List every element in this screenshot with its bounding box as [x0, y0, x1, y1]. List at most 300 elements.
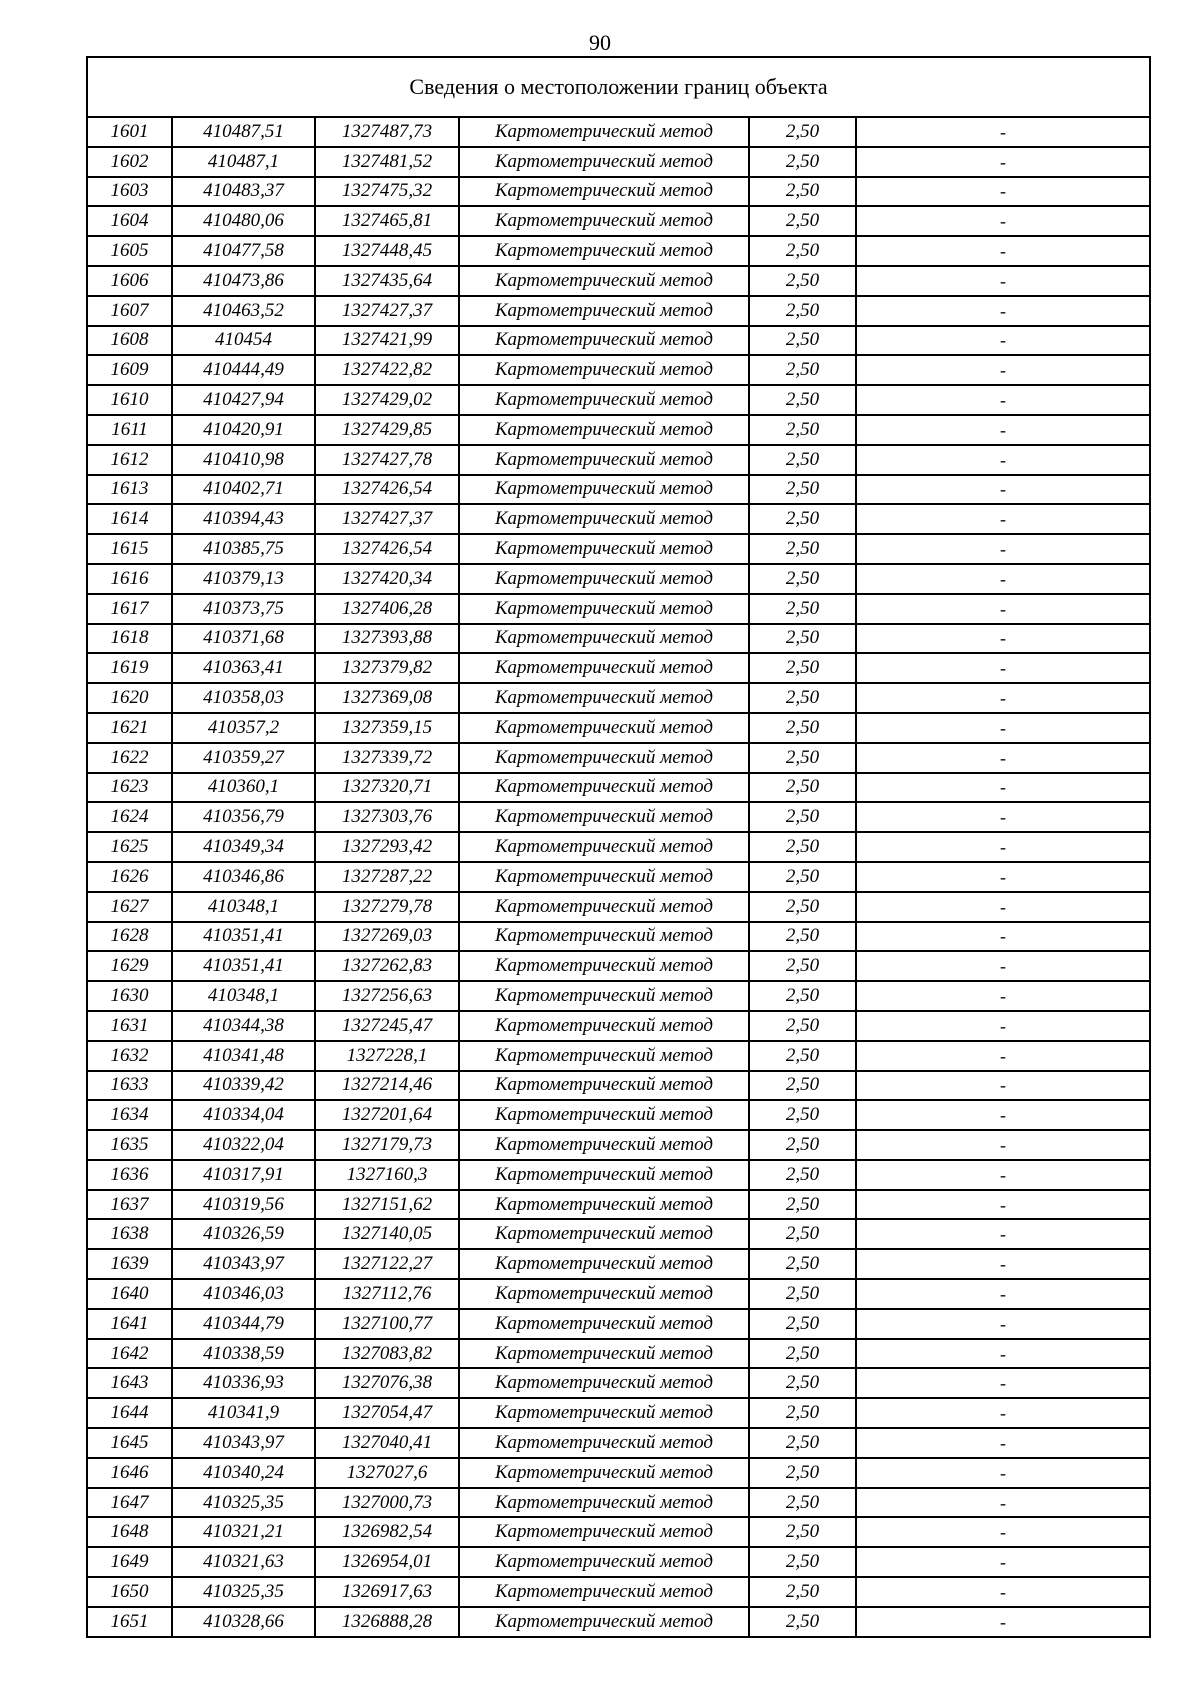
y-coordinate-cell: 1327279,78 — [315, 892, 459, 922]
description-cell: - — [856, 1368, 1150, 1398]
accuracy-cell: 2,50 — [749, 1428, 856, 1458]
y-coordinate-cell: 1327269,03 — [315, 922, 459, 952]
table-row — [87, 1041, 1150, 1071]
x-coordinate-cell: 410373,75 — [172, 594, 315, 624]
method-cell: Картометрический метод — [459, 355, 749, 385]
accuracy-cell: 2,50 — [749, 773, 856, 803]
accuracy-cell: 2,50 — [749, 1011, 856, 1041]
table-row — [87, 296, 1150, 326]
method-cell: Картометрический метод — [459, 683, 749, 713]
y-coordinate-cell: 1327040,41 — [315, 1428, 459, 1458]
point-number-cell: 1631 — [87, 1011, 172, 1041]
table-header-row — [87, 57, 1150, 117]
description-cell: - — [856, 1130, 1150, 1160]
point-number-cell: 1617 — [87, 594, 172, 624]
description-cell: - — [856, 1071, 1150, 1101]
description-cell: - — [856, 1279, 1150, 1309]
table-row — [87, 1249, 1150, 1279]
method-cell: Картометрический метод — [459, 802, 749, 832]
point-number-cell: 1606 — [87, 266, 172, 296]
accuracy-cell: 2,50 — [749, 445, 856, 475]
method-cell: Картометрический метод — [459, 1458, 749, 1488]
point-number-cell: 1636 — [87, 1160, 172, 1190]
table-row — [87, 1219, 1150, 1249]
table-row — [87, 713, 1150, 743]
method-cell: Картометрический метод — [459, 1011, 749, 1041]
table-title: Сведения о местоположении границ объекта — [87, 57, 1150, 117]
method-cell: Картометрический метод — [459, 266, 749, 296]
accuracy-cell: 2,50 — [749, 1339, 856, 1369]
table-row — [87, 206, 1150, 236]
description-cell: - — [856, 1607, 1150, 1637]
y-coordinate-cell: 1327339,72 — [315, 743, 459, 773]
method-cell: Картометрический метод — [459, 236, 749, 266]
description-cell: - — [856, 385, 1150, 415]
table-row — [87, 892, 1150, 922]
table-row — [87, 1517, 1150, 1547]
method-cell: Картометрический метод — [459, 1547, 749, 1577]
accuracy-cell: 2,50 — [749, 1488, 856, 1518]
x-coordinate-cell: 410351,41 — [172, 922, 315, 952]
description-cell: - — [856, 236, 1150, 266]
accuracy-cell: 2,50 — [749, 922, 856, 952]
method-cell: Картометрический метод — [459, 475, 749, 505]
table-row — [87, 862, 1150, 892]
point-number-cell: 1624 — [87, 802, 172, 832]
x-coordinate-cell: 410477,58 — [172, 236, 315, 266]
table-row — [87, 355, 1150, 385]
y-coordinate-cell: 1327054,47 — [315, 1398, 459, 1428]
point-number-cell: 1609 — [87, 355, 172, 385]
point-number-cell: 1622 — [87, 743, 172, 773]
table-row — [87, 624, 1150, 654]
y-coordinate-cell: 1327393,88 — [315, 624, 459, 654]
x-coordinate-cell: 410340,24 — [172, 1458, 315, 1488]
accuracy-cell: 2,50 — [749, 1160, 856, 1190]
accuracy-cell: 2,50 — [749, 415, 856, 445]
y-coordinate-cell: 1327448,45 — [315, 236, 459, 266]
point-number-cell: 1644 — [87, 1398, 172, 1428]
point-number-cell: 1615 — [87, 534, 172, 564]
y-coordinate-cell: 1327214,46 — [315, 1071, 459, 1101]
y-coordinate-cell: 1326954,01 — [315, 1547, 459, 1577]
method-cell: Картометрический метод — [459, 1309, 749, 1339]
table-row — [87, 117, 1150, 147]
table-row — [87, 1458, 1150, 1488]
method-cell: Картометрический метод — [459, 1100, 749, 1130]
description-cell: - — [856, 415, 1150, 445]
point-number-cell: 1613 — [87, 475, 172, 505]
description-cell: - — [856, 326, 1150, 356]
table-row — [87, 951, 1150, 981]
table-row — [87, 981, 1150, 1011]
x-coordinate-cell: 410325,35 — [172, 1488, 315, 1518]
x-coordinate-cell: 410402,71 — [172, 475, 315, 505]
accuracy-cell: 2,50 — [749, 266, 856, 296]
accuracy-cell: 2,50 — [749, 1249, 856, 1279]
accuracy-cell: 2,50 — [749, 1577, 856, 1607]
description-cell: - — [856, 266, 1150, 296]
table-row — [87, 1309, 1150, 1339]
accuracy-cell: 2,50 — [749, 1458, 856, 1488]
x-coordinate-cell: 410339,42 — [172, 1071, 315, 1101]
y-coordinate-cell: 1327000,73 — [315, 1488, 459, 1518]
accuracy-cell: 2,50 — [749, 743, 856, 773]
accuracy-cell: 2,50 — [749, 1517, 856, 1547]
y-coordinate-cell: 1326982,54 — [315, 1517, 459, 1547]
point-number-cell: 1618 — [87, 624, 172, 654]
method-cell: Картометрический метод — [459, 415, 749, 445]
accuracy-cell: 2,50 — [749, 1309, 856, 1339]
method-cell: Картометрический метод — [459, 773, 749, 803]
y-coordinate-cell: 1327256,63 — [315, 981, 459, 1011]
method-cell: Картометрический метод — [459, 653, 749, 683]
method-cell: Картометрический метод — [459, 1607, 749, 1637]
accuracy-cell: 2,50 — [749, 624, 856, 654]
table-row — [87, 147, 1150, 177]
y-coordinate-cell: 1327481,52 — [315, 147, 459, 177]
method-cell: Картометрический метод — [459, 1398, 749, 1428]
y-coordinate-cell: 1327427,37 — [315, 296, 459, 326]
x-coordinate-cell: 410480,06 — [172, 206, 315, 236]
y-coordinate-cell: 1327228,1 — [315, 1041, 459, 1071]
point-number-cell: 1639 — [87, 1249, 172, 1279]
x-coordinate-cell: 410427,94 — [172, 385, 315, 415]
point-number-cell: 1619 — [87, 653, 172, 683]
y-coordinate-cell: 1327359,15 — [315, 713, 459, 743]
point-number-cell: 1628 — [87, 922, 172, 952]
y-coordinate-cell: 1327287,22 — [315, 862, 459, 892]
x-coordinate-cell: 410348,1 — [172, 892, 315, 922]
x-coordinate-cell: 410343,97 — [172, 1249, 315, 1279]
table-row — [87, 1190, 1150, 1220]
method-cell: Картометрический метод — [459, 534, 749, 564]
description-cell: - — [856, 355, 1150, 385]
description-cell: - — [856, 534, 1150, 564]
x-coordinate-cell: 410338,59 — [172, 1339, 315, 1369]
x-coordinate-cell: 410360,1 — [172, 773, 315, 803]
x-coordinate-cell: 410359,27 — [172, 743, 315, 773]
table-row — [87, 177, 1150, 207]
accuracy-cell: 2,50 — [749, 951, 856, 981]
point-number-cell: 1634 — [87, 1100, 172, 1130]
x-coordinate-cell: 410319,56 — [172, 1190, 315, 1220]
description-cell: - — [856, 147, 1150, 177]
point-number-cell: 1605 — [87, 236, 172, 266]
point-number-cell: 1612 — [87, 445, 172, 475]
x-coordinate-cell: 410473,86 — [172, 266, 315, 296]
accuracy-cell: 2,50 — [749, 534, 856, 564]
y-coordinate-cell: 1327435,64 — [315, 266, 459, 296]
point-number-cell: 1650 — [87, 1577, 172, 1607]
point-number-cell: 1629 — [87, 951, 172, 981]
accuracy-cell: 2,50 — [749, 1041, 856, 1071]
table-row — [87, 564, 1150, 594]
description-cell: - — [856, 802, 1150, 832]
method-cell: Картометрический метод — [459, 1219, 749, 1249]
method-cell: Картометрический метод — [459, 1160, 749, 1190]
description-cell: - — [856, 445, 1150, 475]
description-cell: - — [856, 1219, 1150, 1249]
x-coordinate-cell: 410487,1 — [172, 147, 315, 177]
method-cell: Картометрический метод — [459, 832, 749, 862]
x-coordinate-cell: 410371,68 — [172, 624, 315, 654]
accuracy-cell: 2,50 — [749, 1368, 856, 1398]
description-cell: - — [856, 624, 1150, 654]
y-coordinate-cell: 1327465,81 — [315, 206, 459, 236]
description-cell: - — [856, 117, 1150, 147]
table-row — [87, 1428, 1150, 1458]
y-coordinate-cell: 1327429,02 — [315, 385, 459, 415]
y-coordinate-cell: 1327427,78 — [315, 445, 459, 475]
table-row — [87, 832, 1150, 862]
description-cell: - — [856, 743, 1150, 773]
method-cell: Картометрический метод — [459, 1368, 749, 1398]
x-coordinate-cell: 410344,79 — [172, 1309, 315, 1339]
y-coordinate-cell: 1326888,28 — [315, 1607, 459, 1637]
accuracy-cell: 2,50 — [749, 296, 856, 326]
description-cell: - — [856, 1041, 1150, 1071]
x-coordinate-cell: 410322,04 — [172, 1130, 315, 1160]
point-number-cell: 1616 — [87, 564, 172, 594]
table-row — [87, 594, 1150, 624]
accuracy-cell: 2,50 — [749, 1547, 856, 1577]
table-row — [87, 1279, 1150, 1309]
description-cell: - — [856, 1577, 1150, 1607]
y-coordinate-cell: 1327201,64 — [315, 1100, 459, 1130]
table-row — [87, 1547, 1150, 1577]
y-coordinate-cell: 1327303,76 — [315, 802, 459, 832]
description-cell: - — [856, 1339, 1150, 1369]
description-cell: - — [856, 1458, 1150, 1488]
description-cell: - — [856, 504, 1150, 534]
method-cell: Картометрический метод — [459, 1041, 749, 1071]
point-number-cell: 1635 — [87, 1130, 172, 1160]
accuracy-cell: 2,50 — [749, 147, 856, 177]
x-coordinate-cell: 410328,66 — [172, 1607, 315, 1637]
point-number-cell: 1601 — [87, 117, 172, 147]
x-coordinate-cell: 410358,03 — [172, 683, 315, 713]
method-cell: Картометрический метод — [459, 594, 749, 624]
y-coordinate-cell: 1327426,54 — [315, 534, 459, 564]
x-coordinate-cell: 410321,63 — [172, 1547, 315, 1577]
method-cell: Картометрический метод — [459, 1517, 749, 1547]
x-coordinate-cell: 410356,79 — [172, 802, 315, 832]
x-coordinate-cell: 410420,91 — [172, 415, 315, 445]
x-coordinate-cell: 410357,2 — [172, 713, 315, 743]
accuracy-cell: 2,50 — [749, 355, 856, 385]
point-number-cell: 1630 — [87, 981, 172, 1011]
method-cell: Картометрический метод — [459, 1428, 749, 1458]
x-coordinate-cell: 410444,49 — [172, 355, 315, 385]
method-cell: Картометрический метод — [459, 177, 749, 207]
table-row — [87, 266, 1150, 296]
table-row — [87, 1339, 1150, 1369]
description-cell: - — [856, 594, 1150, 624]
table-row — [87, 385, 1150, 415]
point-number-cell: 1632 — [87, 1041, 172, 1071]
y-coordinate-cell: 1327076,38 — [315, 1368, 459, 1398]
point-number-cell: 1607 — [87, 296, 172, 326]
point-number-cell: 1643 — [87, 1368, 172, 1398]
y-coordinate-cell: 1327140,05 — [315, 1219, 459, 1249]
accuracy-cell: 2,50 — [749, 1219, 856, 1249]
table-row — [87, 415, 1150, 445]
method-cell: Картометрический метод — [459, 504, 749, 534]
x-coordinate-cell: 410351,41 — [172, 951, 315, 981]
y-coordinate-cell: 1326917,63 — [315, 1577, 459, 1607]
description-cell: - — [856, 1011, 1150, 1041]
table-row — [87, 1100, 1150, 1130]
point-number-cell: 1646 — [87, 1458, 172, 1488]
method-cell: Картометрический метод — [459, 981, 749, 1011]
accuracy-cell: 2,50 — [749, 1398, 856, 1428]
table-row — [87, 653, 1150, 683]
accuracy-cell: 2,50 — [749, 1607, 856, 1637]
table-row — [87, 504, 1150, 534]
description-cell: - — [856, 832, 1150, 862]
method-cell: Картометрический метод — [459, 892, 749, 922]
table-row — [87, 1160, 1150, 1190]
method-cell: Картометрический метод — [459, 713, 749, 743]
y-coordinate-cell: 1327406,28 — [315, 594, 459, 624]
accuracy-cell: 2,50 — [749, 475, 856, 505]
point-number-cell: 1641 — [87, 1309, 172, 1339]
accuracy-cell: 2,50 — [749, 653, 856, 683]
x-coordinate-cell: 410317,91 — [172, 1160, 315, 1190]
table-row — [87, 1071, 1150, 1101]
description-cell: - — [856, 1160, 1150, 1190]
description-cell: - — [856, 564, 1150, 594]
table-body — [87, 117, 1150, 1637]
method-cell: Картометрический метод — [459, 743, 749, 773]
accuracy-cell: 2,50 — [749, 832, 856, 862]
method-cell: Картометрический метод — [459, 385, 749, 415]
y-coordinate-cell: 1327160,3 — [315, 1160, 459, 1190]
y-coordinate-cell: 1327379,82 — [315, 653, 459, 683]
x-coordinate-cell: 410363,41 — [172, 653, 315, 683]
table-row — [87, 1130, 1150, 1160]
description-cell: - — [856, 683, 1150, 713]
x-coordinate-cell: 410379,13 — [172, 564, 315, 594]
accuracy-cell: 2,50 — [749, 713, 856, 743]
x-coordinate-cell: 410346,86 — [172, 862, 315, 892]
x-coordinate-cell: 410385,75 — [172, 534, 315, 564]
accuracy-cell: 2,50 — [749, 1190, 856, 1220]
x-coordinate-cell: 410341,48 — [172, 1041, 315, 1071]
x-coordinate-cell: 410321,21 — [172, 1517, 315, 1547]
point-number-cell: 1608 — [87, 326, 172, 356]
method-cell: Картометрический метод — [459, 1279, 749, 1309]
method-cell: Картометрический метод — [459, 117, 749, 147]
table-row — [87, 743, 1150, 773]
method-cell: Картометрический метод — [459, 922, 749, 952]
method-cell: Картометрический метод — [459, 206, 749, 236]
point-number-cell: 1637 — [87, 1190, 172, 1220]
table-row — [87, 1368, 1150, 1398]
y-coordinate-cell: 1327475,32 — [315, 177, 459, 207]
accuracy-cell: 2,50 — [749, 177, 856, 207]
y-coordinate-cell: 1327027,6 — [315, 1458, 459, 1488]
x-coordinate-cell: 410346,03 — [172, 1279, 315, 1309]
point-number-cell: 1638 — [87, 1219, 172, 1249]
description-cell: - — [856, 1547, 1150, 1577]
y-coordinate-cell: 1327369,08 — [315, 683, 459, 713]
table-row — [87, 534, 1150, 564]
boundary-coordinates-table — [86, 56, 1151, 1638]
accuracy-cell: 2,50 — [749, 206, 856, 236]
point-number-cell: 1647 — [87, 1488, 172, 1518]
point-number-cell: 1649 — [87, 1547, 172, 1577]
description-cell: - — [856, 475, 1150, 505]
accuracy-cell: 2,50 — [749, 1130, 856, 1160]
description-cell: - — [856, 951, 1150, 981]
table-row — [87, 1011, 1150, 1041]
description-cell: - — [856, 206, 1150, 236]
point-number-cell: 1610 — [87, 385, 172, 415]
point-number-cell: 1626 — [87, 862, 172, 892]
y-coordinate-cell: 1327112,76 — [315, 1279, 459, 1309]
x-coordinate-cell: 410349,34 — [172, 832, 315, 862]
y-coordinate-cell: 1327487,73 — [315, 117, 459, 147]
point-number-cell: 1651 — [87, 1607, 172, 1637]
accuracy-cell: 2,50 — [749, 802, 856, 832]
method-cell: Картометрический метод — [459, 296, 749, 326]
accuracy-cell: 2,50 — [749, 564, 856, 594]
x-coordinate-cell: 410410,98 — [172, 445, 315, 475]
point-number-cell: 1640 — [87, 1279, 172, 1309]
x-coordinate-cell: 410336,93 — [172, 1368, 315, 1398]
method-cell: Картометрический метод — [459, 1071, 749, 1101]
method-cell: Картометрический метод — [459, 1339, 749, 1369]
y-coordinate-cell: 1327422,82 — [315, 355, 459, 385]
point-number-cell: 1611 — [87, 415, 172, 445]
table-row — [87, 236, 1150, 266]
accuracy-cell: 2,50 — [749, 1279, 856, 1309]
y-coordinate-cell: 1327151,62 — [315, 1190, 459, 1220]
accuracy-cell: 2,50 — [749, 892, 856, 922]
table-row — [87, 1398, 1150, 1428]
x-coordinate-cell: 410341,9 — [172, 1398, 315, 1428]
y-coordinate-cell: 1327426,54 — [315, 475, 459, 505]
description-cell: - — [856, 296, 1150, 326]
description-cell: - — [856, 1428, 1150, 1458]
method-cell: Картометрический метод — [459, 951, 749, 981]
description-cell: - — [856, 1100, 1150, 1130]
point-number-cell: 1604 — [87, 206, 172, 236]
table-row — [87, 683, 1150, 713]
y-coordinate-cell: 1327262,83 — [315, 951, 459, 981]
accuracy-cell: 2,50 — [749, 385, 856, 415]
x-coordinate-cell: 410344,38 — [172, 1011, 315, 1041]
description-cell: - — [856, 862, 1150, 892]
method-cell: Картометрический метод — [459, 326, 749, 356]
y-coordinate-cell: 1327420,34 — [315, 564, 459, 594]
table-row — [87, 773, 1150, 803]
x-coordinate-cell: 410348,1 — [172, 981, 315, 1011]
x-coordinate-cell: 410334,04 — [172, 1100, 315, 1130]
accuracy-cell: 2,50 — [749, 117, 856, 147]
table-row — [87, 1488, 1150, 1518]
accuracy-cell: 2,50 — [749, 236, 856, 266]
description-cell: - — [856, 1309, 1150, 1339]
accuracy-cell: 2,50 — [749, 981, 856, 1011]
y-coordinate-cell: 1327122,27 — [315, 1249, 459, 1279]
x-coordinate-cell: 410487,51 — [172, 117, 315, 147]
y-coordinate-cell: 1327429,85 — [315, 415, 459, 445]
method-cell: Картометрический метод — [459, 1488, 749, 1518]
table-row — [87, 922, 1150, 952]
